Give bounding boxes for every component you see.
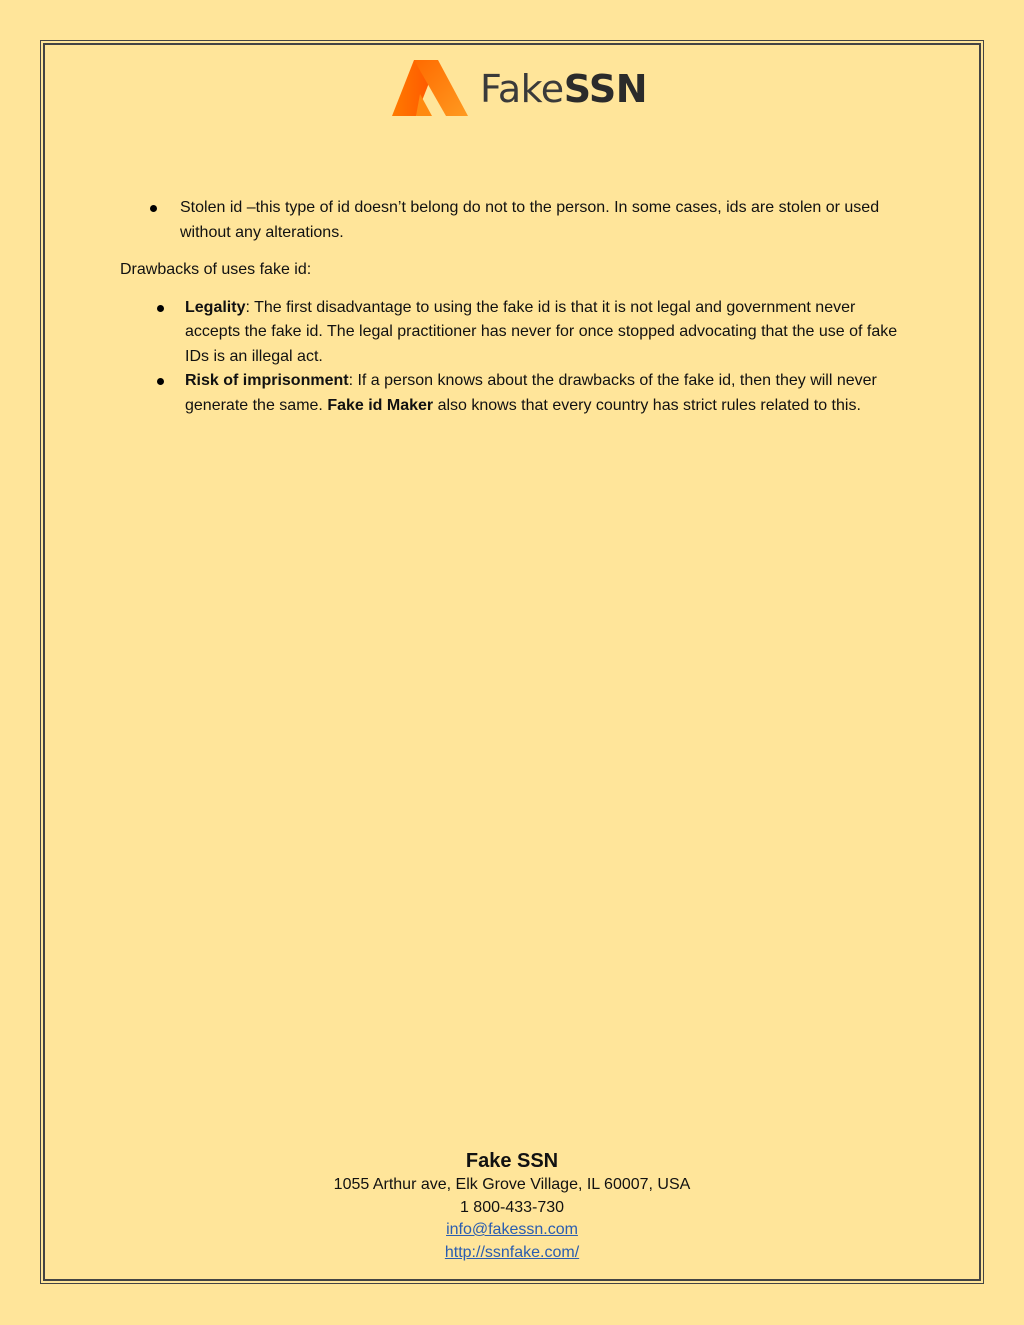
footer-email-link[interactable]: info@fakessn.com [446,1221,578,1238]
contact-footer [0,1148,1024,1264]
logo-wordmark [480,67,648,111]
list-item [120,296,910,370]
drawback-term-imprisonment: Risk of imprisonment [185,372,349,389]
stolen-id-text: Stolen id –this type of id doesn’t belong do not to the person. In some cases, ids are stolen or used without any alterations. [180,199,880,241]
fakessn-logo [390,58,647,120]
document-body [120,196,910,418]
drawback-text-legality: : The first disadvantage to using the fake id is that it is not legal and government never accepts the fake id. The legal practitioner has never for once stopped advocating that the use of fake IDs is an illegal act. [185,298,898,365]
bullet-icon [150,205,157,212]
footer-company-name: Fake SSN [465,1150,559,1172]
footer-website-link[interactable]: http://ssnfake.com/ [444,1243,580,1261]
footer-address: 1055 Arthur ave, Elk Grove Village, IL 60007, USA [333,1176,691,1193]
drawbacks-heading: Drawbacks of uses fake id: [120,261,312,278]
footer-phone: 1 800-433-730 [459,1198,565,1216]
drawback-term-legality: Legality [185,298,246,316]
stolen-id-list [120,196,910,245]
logo-mark-icon [390,58,470,120]
fake-id-maker-emphasis: Fake id Maker [327,396,434,414]
bullet-icon [157,378,164,385]
drawbacks-list [120,296,910,419]
bullet-icon [157,305,164,312]
logo-text-bold: SSN [563,67,648,111]
list-item [120,369,910,418]
drawback-text-imprisonment-after: also knows that every country has strict rules related to this. [433,396,861,414]
logo-text-light: Fake [480,67,564,111]
list-item [120,196,910,245]
drawback-text-imprisonment-before: : If a person knows about the drawbacks of the fake id, then they will never generate the same. [185,372,877,414]
